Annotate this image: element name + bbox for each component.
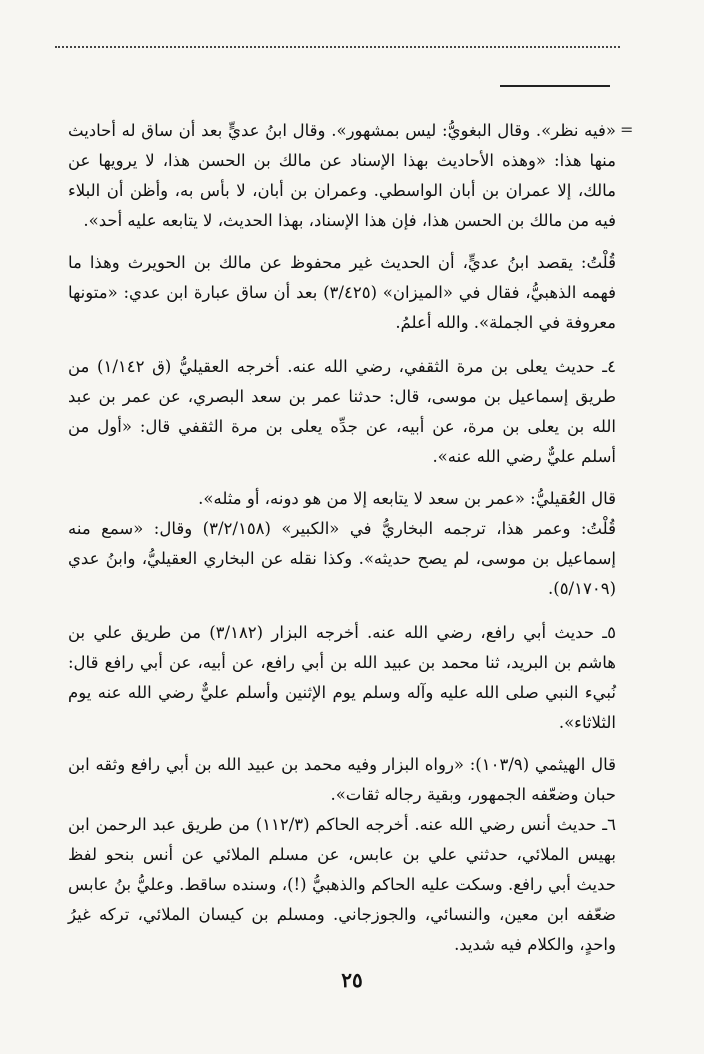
margin-mark: = <box>620 120 634 139</box>
page-number: ٢٥ <box>341 968 363 992</box>
paragraph-hadith-4: ٤ـ حديث يعلى بن مرة الثقفي، رضي الله عنه. أخرجه العقيليُّ (ق ١/١٤٢) من طريق إسماعيل بن موسى، قال: حدثنا عمر بن سعد البصري، عن عمر بن عبد الله بن يعلى بن مرة، عن أبيه، عن جدِّه يعلى بن مرة الثقفي قال: «أول من أسلم عليٌّ رضي الله عنه». <box>68 357 616 466</box>
paragraph-uqayli: قال العُقيليُّ: «عمر بن سعد لا يتابعه إلا من هو دونه، أو مثله». <box>198 489 616 508</box>
paragraph-haythami: قال الهيثمي (١٠٣/٩): «رواه البزار وفيه محمد بن عبيد الله بن أبي رافع وثقه ابن حبان وضعّفه الجمهور، وبقية رجاله ثقات». <box>68 755 616 804</box>
paragraph-hadith-5: ٥ـ حديث أبي رافع، رضي الله عنه. أخرجه البزار (٣/١٨٢) من طريق علي بن هاشم بن البريد، ثنا محمد بن عبيد الله بن أبي رافع، عن أبيه، عن أبي رافع قال: نُبيء النبي صلى الله عليه وآله وسلم يوم الإثنين وأسلم عليٌّ رضي الله عنه يوم الثلاثاء». <box>68 623 616 732</box>
page-body <box>68 116 616 960</box>
paragraph-qultu-2: قُلْتُ: وعمر هذا، ترجمه البخاريُّ في «الكبير» (٣/٢/١٥٨) وقال: «سمع منه إسماعيل بن موسى، لم يصح حديثه». وكذا نقله عن البخاري العقيليُّ، وابنُ عدي (٥/١٧٠٩). <box>68 519 616 598</box>
paragraph-ibn-adi-quote: «فيه نظر». وقال البغويُّ: ليس بمشهور». وقال ابنُ عديٍّ بعد أن ساق له أحاديث منها هذا: «وهذه الأحاديث بهذا الإسناد عن مالك بن الحسن هذا، لا يرويها عن مالك، إلا عمران بن أبان الواسطي. وعمران بن أبان، لا بأس به، وأظن أن البلاء فيه من مالك بن الحسن هذا، فإن هذا الإسناد، بهذا الحديث، لا يتابعه عليه أحد». <box>68 121 616 230</box>
header-rule <box>500 85 610 87</box>
dotted-header-rule <box>55 46 620 48</box>
paragraph-qultu-1: قُلْتُ: يقصد ابنُ عديٍّ، أن الحديث غير محفوظ عن مالك بن الحويرث وهذا ما فهمه الذهبيُّ، فقال في «الميزان» (٣/٤٢٥) بعد أن ساق عبارة ابن عدي: «متونها معروفة في الجملة». والله أعلمُ. <box>68 253 616 332</box>
paragraph-hadith-6: ٦ـ حديث أنس رضي الله عنه. أخرجه الحاكم (١١٢/٣) من طريق عبد الرحمن ابن بهيس الملائي، حدثني علي بن عابس، عن مسلم الملائي عن أنس بنحو لفظ حديث أبي رافع. وسكت عليه الحاكم والذهبيُّ (!)، وسنده ساقط. وعليُّ بنُ عابس ضعّفه ابن معين، والنسائي، والجوزجاني. ومسلم بن كيسان الملائي، تركه غيرُ واحدٍ، والكلام فيه شديد. <box>68 815 616 954</box>
